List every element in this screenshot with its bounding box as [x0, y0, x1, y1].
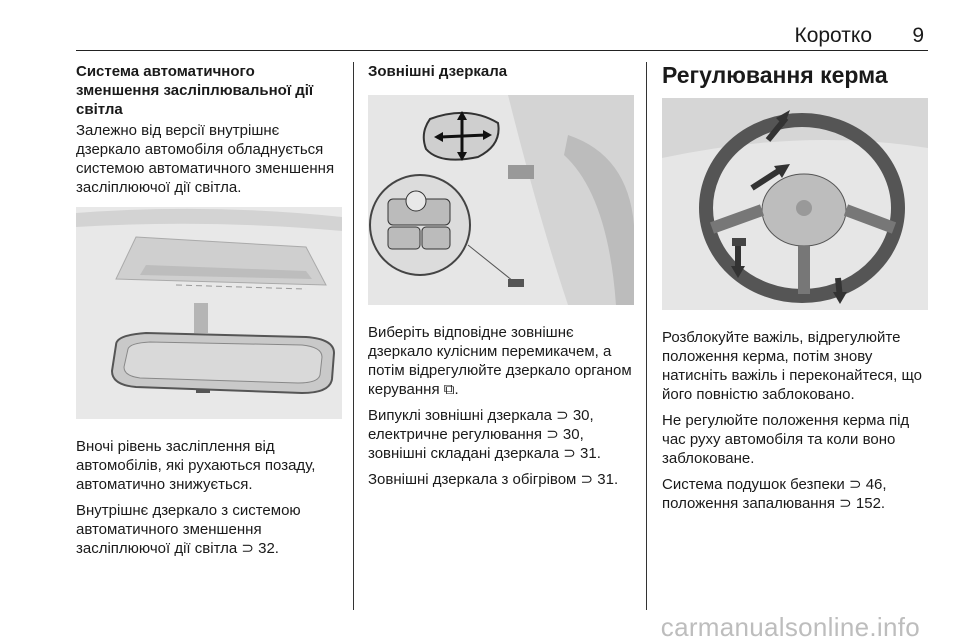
page-number: 9: [912, 24, 924, 47]
page-header: [76, 0, 928, 51]
column-mirror-dimming: [76, 62, 342, 565]
paragraph: Зовнішні дзеркала з обігрівом ⊃ 31.: [368, 471, 619, 488]
column-exterior-mirrors: [368, 62, 636, 496]
rearview-mirror-illustration: [76, 207, 342, 419]
paragraph: Виберіть відповідне зовнішнє дзеркало кулісним перемикачем, а потім відрегулюйте дзеркало органом керування ⧉.: [368, 324, 632, 398]
paragraph: Вночі рівень засліплення від автомобілів, які рухаються позаду, автоматично знижується.: [76, 438, 316, 493]
steering-wheel-illustration: [662, 98, 928, 310]
watermark-footer: carmanualsonline.info: [660, 612, 920, 642]
paragraph: Не регулюйте положення керма під час руху автомобіля та коли воно заблоковане.: [662, 412, 910, 467]
column-steering-adjust: [662, 62, 928, 520]
paragraph: Система подушок безпеки ⊃ 46, положення запалювання ⊃ 152.: [662, 476, 887, 512]
paragraph: Внутрішнє дзеркало з системою автоматичного зменшення засліплюючої дії світла ⊃ 32.: [76, 502, 301, 557]
section-title: Коротко: [794, 24, 872, 47]
section-heading: Система автоматичного зменшення засліплювальної дії світла: [76, 63, 314, 118]
section-heading: Зовнішні дзеркала: [368, 63, 508, 80]
paragraph: Розблокуйте важіль, відрегулюйте положення керма, потім знову натисніть важіль і переконайтеся, що його повністю заблоковано.: [662, 329, 923, 403]
column-divider: [353, 62, 354, 610]
column-divider: [646, 62, 647, 610]
section-heading: Регулювання керма: [662, 62, 888, 88]
paragraph: Випуклі зовнішні дзеркала ⊃ 30, електричне регулювання ⊃ 30, зовнішні складані дзеркала ⊃ 31.: [368, 407, 601, 462]
paragraph: Залежно від версії внутрішнє дзеркало автомобіля обладнується системою автоматичного зменшення засліплюючої дії світла.: [76, 122, 335, 196]
exterior-mirror-illustration: [368, 95, 634, 305]
